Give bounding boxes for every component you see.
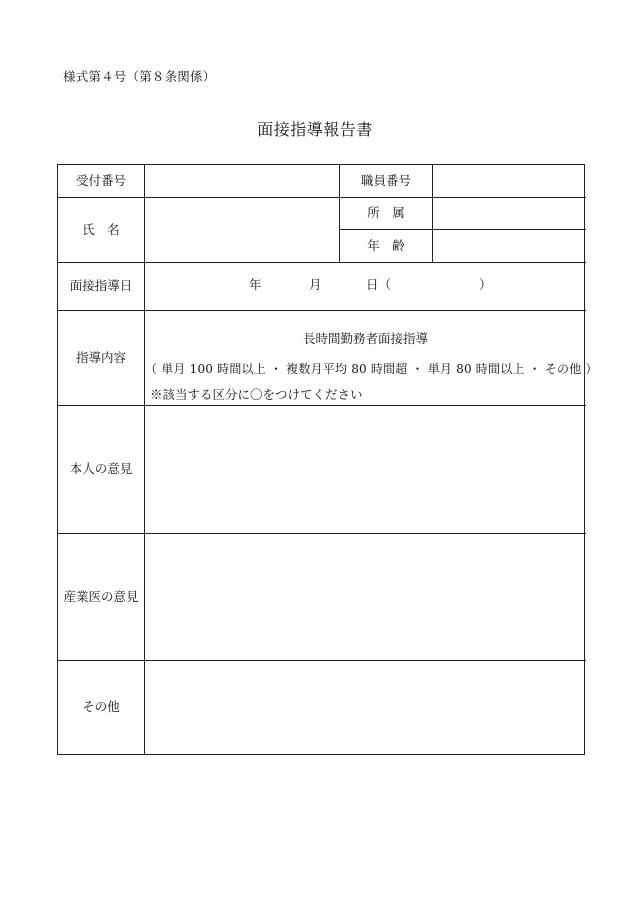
date-month-unit: 月: [309, 277, 322, 292]
other-field[interactable]: [145, 661, 586, 754]
staff-number-field[interactable]: [433, 165, 586, 197]
affiliation-field[interactable]: [433, 198, 586, 229]
age-label: 年 齢: [367, 237, 405, 253]
date-close-paren: ）: [479, 277, 492, 292]
personal-opinion-field[interactable]: [145, 406, 586, 533]
physician-opinion-field[interactable]: [145, 534, 586, 660]
age-field[interactable]: [433, 230, 586, 262]
guidance-content-field: [145, 311, 598, 405]
guidance-content-label: 指導内容: [75, 349, 126, 365]
affiliation-label: 所 属: [367, 205, 405, 221]
physician-opinion-label: 産業医の意見: [63, 588, 139, 604]
form-number: 様式第４号（第８条関係）: [63, 69, 216, 84]
staff-number-label: 職員番号: [360, 172, 411, 188]
guidance-options[interactable]: （ 単月 100 時間以上 ・ 複数月平均 80 時間超 ・ 単月 80 時間以上 ・ その他 ）: [145, 362, 598, 376]
personal-opinion-label: 本人の意見: [69, 461, 133, 477]
guidance-note: ※該当する区分に〇をつけてください: [150, 387, 363, 402]
report-form-table: [57, 164, 598, 755]
date-day-unit: 日（: [366, 277, 392, 292]
interview-date-label: 面接指導日: [69, 278, 133, 294]
name-label: 氏 名: [82, 221, 120, 237]
guidance-heading: 長時間勤務者面接指導: [302, 331, 428, 346]
date-year-unit: 年: [249, 277, 262, 292]
other-label: その他: [82, 699, 120, 715]
interview-date-field[interactable]: [145, 263, 586, 310]
reception-number-label: 受付番号: [75, 172, 126, 188]
reception-number-field[interactable]: [145, 165, 339, 197]
name-field[interactable]: [145, 198, 339, 262]
document-title: 面接指導報告書: [257, 120, 373, 139]
